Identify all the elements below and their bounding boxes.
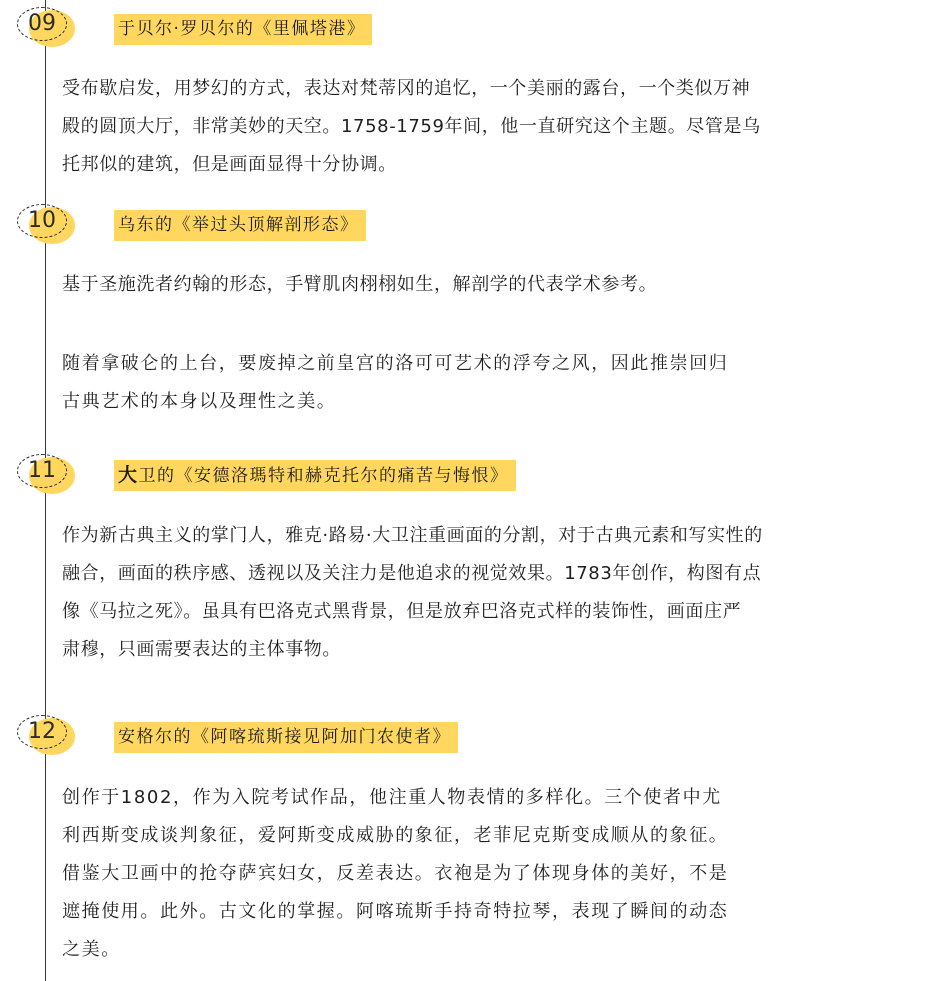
paragraph-line: 殿的圆顶大厅，非常美妙的天空。1758-1759年间，他一直研究这个主题。尽管是乌	[62, 116, 761, 137]
section-paragraph-12-1	[62, 779, 728, 969]
section-title-12: 安格尔的《阿喀琉斯接见阿加门农使者》	[114, 722, 458, 753]
section-paragraph-09-1	[62, 70, 761, 184]
section-number-badge-12	[17, 715, 75, 755]
paragraph-line: 肃穆，只画需要表达的主体事物。	[62, 639, 341, 660]
paragraph-line: 基于圣施洗者约翰的形态，手臂肌肉栩栩如生，解剖学的代表学术参考。	[62, 274, 658, 295]
paragraph-line: 遮掩使用。此外。古文化的掌握。阿喀琉斯手持奇特拉琴，表现了瞬间的动态	[62, 901, 729, 922]
section-number-badge-09	[17, 7, 75, 47]
section-number: 09	[28, 11, 56, 36]
paragraph-line: 借鉴大卫画中的抢夺萨宾妇女，反差表达。衣袍是为了体现身体的美好，不是	[62, 863, 729, 884]
section-number: 12	[28, 719, 56, 744]
paragraph-line: 随着拿破仑的上台，要废掉之前皇宫的洛可可艺术的浮夸之风，因此推崇回归	[62, 353, 729, 374]
section-paragraph-10-1	[62, 266, 657, 304]
paragraph-line: 古典艺术的本身以及理性之美。	[62, 391, 337, 412]
paragraph-line: 受布歇启发，用梦幻的方式，表达对梵蒂冈的追忆，一个美丽的露台，一个类似万神	[62, 78, 751, 99]
paragraph-line: 利西斯变成谈判象征，爱阿斯变成威胁的象征，老菲尼克斯变成顺从的象征。	[62, 825, 729, 846]
section-paragraph-10-2	[62, 345, 728, 421]
paragraph-line: 托邦似的建筑，但是画面显得十分协调。	[62, 154, 397, 175]
section-number-badge-10	[17, 204, 75, 244]
section-title-11	[114, 460, 516, 491]
paragraph-line: 创作于1802，作为入院考试作品，他注重人物表情的多样化。三个使者中尤	[62, 787, 722, 808]
section-number-badge-11	[17, 454, 75, 494]
section-number: 10	[28, 208, 56, 233]
section-title-10: 乌东的《举过头顶解剖形态》	[114, 210, 366, 241]
section-title-lead: 大	[118, 464, 139, 486]
section-paragraph-11-1	[62, 517, 763, 669]
paragraph-line: 作为新古典主义的掌门人，雅克·路易·大卫注重画面的分割，对于古典元素和写实性的	[62, 525, 763, 546]
section-number: 11	[28, 458, 56, 483]
section-title-09: 于贝尔·罗贝尔的《里佩塔港》	[114, 14, 372, 45]
paragraph-line: 之美。	[62, 939, 121, 960]
section-title-rest: 卫的《安德洛瑪特和赫克托尔的痛苦与悔恨》	[138, 466, 509, 486]
paragraph-line: 像《马拉之死》。虽具有巴洛克式黑背景，但是放弃巴洛克式样的装饰性，画面庄严	[62, 601, 742, 622]
paragraph-line: 融合，画面的秩序感、透视以及关注力是他追求的视觉效果。1783年创作，构图有点	[62, 563, 762, 584]
